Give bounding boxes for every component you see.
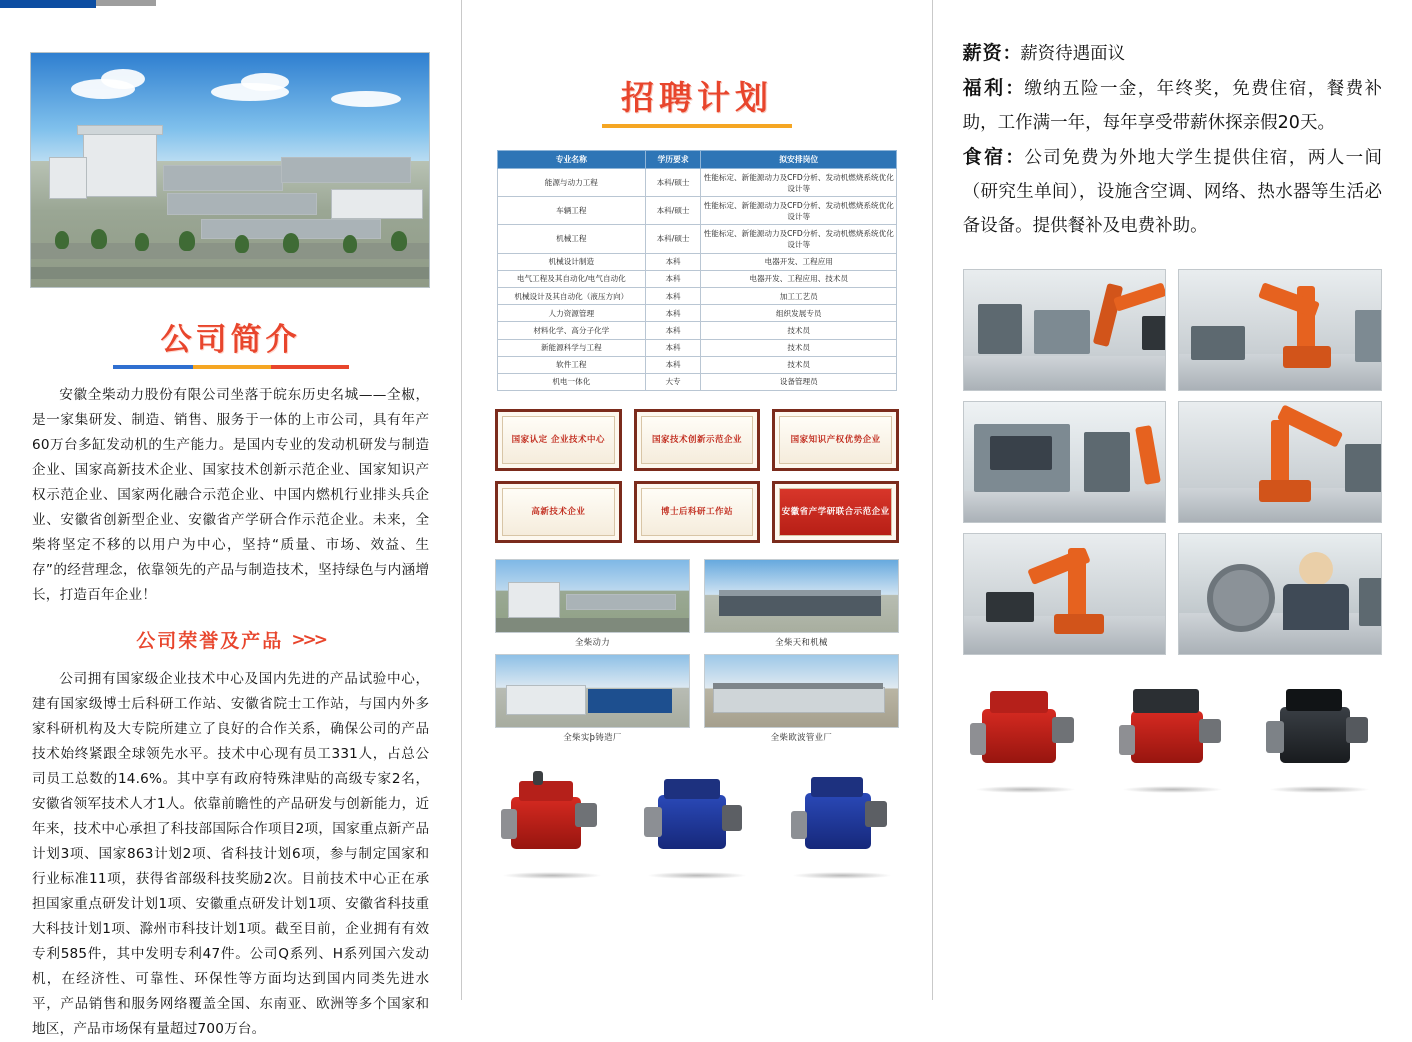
accommodation-section <box>963 140 1382 243</box>
certificate-title: 高新技术企业 <box>531 506 586 517</box>
cell-major: 车辆工程 <box>498 197 646 225</box>
cell-position: 组织发展专员 <box>701 305 897 322</box>
plant-building <box>713 687 885 713</box>
cell-position: 电器开发、工程应用 <box>701 253 897 270</box>
tree <box>91 229 107 249</box>
engine-shadow <box>502 872 603 879</box>
honor-heading <box>0 626 461 653</box>
cloud <box>241 73 289 91</box>
certificate-plaque <box>634 481 761 543</box>
facility-photo-pipe-plant <box>704 654 899 728</box>
road <box>31 243 430 259</box>
engine-photo-dark <box>1256 677 1382 795</box>
facility-item <box>704 559 899 648</box>
cell-major: 能源与动力工程 <box>498 169 646 197</box>
engine-shadow <box>975 786 1076 793</box>
cell-position: 电器开发、工程应用、技术员 <box>701 270 897 287</box>
worker-body <box>1283 584 1349 630</box>
tree <box>179 231 195 251</box>
cell-position: 技术员 <box>701 339 897 356</box>
main-building <box>83 131 157 197</box>
certificate-title: 国家技术创新示范企业 <box>651 434 742 445</box>
facility-caption: 全柴天和机械 <box>775 637 828 648</box>
plant-roof <box>719 590 881 596</box>
tree <box>391 231 407 251</box>
cell-degree: 本科 <box>645 339 701 356</box>
certificate-plaque <box>495 481 622 543</box>
salary-label: 薪资 <box>962 42 1003 64</box>
cell-degree: 本科 <box>645 305 701 322</box>
workshop-photo-cnc <box>963 401 1167 523</box>
robot-arm <box>1271 420 1289 486</box>
cell-major: 材料化学、高分子化学 <box>498 322 646 339</box>
cell-major: 新能源科学与工程 <box>498 339 646 356</box>
cell-position: 加工工艺员 <box>701 287 897 304</box>
company-honor-text: 公司拥有国家级企业技术中心及国内先进的产品试验中心，建有国家级博士后科研工作站、安徽省院士工作站，与国内外多家科研机构及大专院所建立了良好的合作关系，确保公司的产品技术始终紧跟全球领先水平。技术中心现有员工331人，占总公司员工总数的14.6%。其中享有政府特殊津贴的高级专家2名，安徽省领军技术人才1人。依靠前瞻性的产品研发与创新能力，近年来，技术中心承担了科技部国际合作项目2项，国家重点新产品计划3项、国家863计划2项、省科技计划6项，参与制定国家和行业标准11项，获得省部级科技奖励2次。目前技术中心正在承担国家重点研发计划1项、安徽重点研发计划1项、安徽省科技重大科技计划1项、滁州市科技计划1项。截至目前，企业拥有有效专利585件，其中发明专利47件。公司Q系列、H系列国六发动机，在经济性、可靠性、环保性等方面均达到国内同类先进水平，产品销售和服务网络覆盖全国、东南亚、欧洲等多个国家和地区，产品市场保有量超过700万台。 <box>32 671 430 1037</box>
cell-major: 机电一体化 <box>498 373 646 390</box>
engine-accessory <box>1199 719 1221 743</box>
colon: ： <box>1002 44 1021 64</box>
cell-major: 机械设计及其自动化（液压方向） <box>498 287 646 304</box>
workshop-photo-welding-line <box>963 269 1167 391</box>
workpiece <box>986 592 1034 622</box>
workshop <box>163 165 283 191</box>
flywheel <box>1207 564 1275 632</box>
cell-major: 软件工程 <box>498 356 646 373</box>
engine-photo-red-1 <box>962 677 1088 795</box>
table-header-row <box>498 151 897 169</box>
machine <box>1355 310 1382 362</box>
company-intro-text: 安徽全柴动力股份有限公司坐落于皖东历史名城——全椒，是一家集研发、制造、销售、服务于一体的上市公司，具有年产60万台多缸发动机的生产能力。是国内专业的发动机研发与制造企业、国家高新技术企业、国家技术创新示范企业、国家知识产权示范企业、国家两化融合示范企业、中国内燃机行业排头兵企业、安徽省创新型企业、安徽省产学研合作示范企业。未来，全柴将坚定不移的以用户为中心，坚持“质量、市场、效益、生存”的经营理念，依靠领先的产品与制造技术，坚持绿色与内涵增长，打造百年企业！ <box>32 387 430 603</box>
th-position: 拟安排岗位 <box>701 151 897 169</box>
facility-caption: 全柴欧波管业厂 <box>770 732 833 743</box>
table-row <box>498 197 897 225</box>
salary-text: 薪资待遇面议 <box>1020 44 1126 64</box>
engine-block <box>1280 707 1350 763</box>
building <box>508 582 560 618</box>
cell-major: 机械设计制造 <box>498 253 646 270</box>
engine-accessory <box>722 805 742 831</box>
building <box>49 157 87 199</box>
cell-position: 技术员 <box>701 322 897 339</box>
engine-block <box>1131 711 1203 763</box>
workshop-photo-grid <box>963 269 1382 655</box>
workshop <box>281 157 411 183</box>
certificate-title: 博士后科研工作站 <box>660 506 733 517</box>
workshop <box>566 594 676 610</box>
title-underline <box>113 365 349 369</box>
fold-tab-grey <box>96 0 156 6</box>
certificate-plaque <box>634 409 761 471</box>
cell-degree: 本科/硕士 <box>645 197 701 225</box>
engine-head <box>664 779 720 799</box>
machine <box>978 304 1022 354</box>
cnc-window <box>990 436 1052 470</box>
table-row <box>498 253 897 270</box>
engine-head <box>811 777 863 797</box>
engine-shadow <box>647 872 748 879</box>
cell-position: 性能标定、新能源动力及CFD分析、发动机燃烧系统优化设计等 <box>701 225 897 253</box>
road <box>31 267 430 279</box>
th-major: 专业名称 <box>498 151 646 169</box>
cell-degree: 本科/硕士 <box>645 169 701 197</box>
plan-title-underline <box>602 124 792 128</box>
cell-degree: 本科 <box>645 270 701 287</box>
certificate-plaque <box>495 409 622 471</box>
facility-grid <box>495 559 899 743</box>
accommodation-text: 公司免费为外地大学生提供住宿，两人一间（研究生单间），设施含空调、网络、热水器等生活必备设备。提供餐补及电费补助。 <box>962 148 1382 236</box>
road <box>496 618 689 632</box>
accommodation-label: 食宿 <box>962 146 1006 168</box>
cloud <box>101 69 145 89</box>
floor <box>964 356 1166 390</box>
table-row <box>498 322 897 339</box>
cell-degree: 本科/硕士 <box>645 225 701 253</box>
certificate-title: 国家认定 企业技术中心 <box>511 434 606 445</box>
facility-item <box>495 559 690 648</box>
workshop <box>167 193 317 215</box>
engine-photo-red <box>489 763 615 881</box>
facility-photo-office <box>495 559 690 633</box>
engine-photo-blue <box>634 763 760 881</box>
engine-shadow <box>792 872 893 879</box>
robot-base <box>1259 480 1311 502</box>
engine-photo-row-right <box>962 677 1382 795</box>
fixture <box>1142 316 1167 350</box>
engine-side-part <box>644 807 662 837</box>
machine <box>1191 326 1245 360</box>
robot-base <box>1054 614 1104 634</box>
tree <box>343 235 357 253</box>
recruitment-plan-title: 招聘计划 <box>621 78 773 117</box>
tree <box>283 233 299 253</box>
table-row <box>498 373 897 390</box>
engine-photo-blue-2 <box>779 763 905 881</box>
certificate-grid <box>495 409 899 543</box>
robot-base <box>1283 346 1331 368</box>
recruitment-table <box>497 150 897 391</box>
engine-accessory <box>865 801 887 827</box>
facility-photo-plant-blue <box>704 559 899 633</box>
engine-accessory <box>575 803 597 827</box>
certificate-title: 国家知识产权优势企业 <box>790 434 881 445</box>
engine-side-part <box>1266 721 1284 753</box>
plant-building-blue <box>588 689 672 713</box>
facility-item <box>704 654 899 743</box>
engine-side-part <box>970 723 986 755</box>
facility-caption: 全柴实þ铸造厂 <box>563 732 622 743</box>
tree <box>55 231 69 249</box>
right-column <box>933 0 1412 1000</box>
chevron-right-icon: >>> <box>291 629 326 650</box>
cell-degree: 本科 <box>645 356 701 373</box>
colon: ： <box>1005 79 1025 99</box>
cell-degree: 本科 <box>645 253 701 270</box>
engine-photo-row <box>489 763 905 881</box>
welfare-label: 福利 <box>962 77 1006 99</box>
fold-tab-blue <box>0 0 96 8</box>
cell-degree: 本科 <box>645 322 701 339</box>
engine-photo-red-2 <box>1109 677 1235 795</box>
page-title: 公司简介 <box>160 322 301 358</box>
engine-cover <box>1133 689 1199 713</box>
machine <box>1084 432 1130 492</box>
engine-accessory <box>1052 717 1074 743</box>
certificate-plaque <box>772 409 899 471</box>
engine-side-part <box>501 809 517 839</box>
engine-block <box>805 793 871 849</box>
table-row <box>498 339 897 356</box>
engine-head <box>1286 689 1342 711</box>
floor <box>1179 613 1381 654</box>
engine-head <box>519 781 573 801</box>
cell-major: 电气工程及其自动化/电气自动化 <box>498 270 646 287</box>
workshop-photo-robot-pick <box>963 533 1167 655</box>
main-building-roof <box>77 125 163 135</box>
engine-pipe <box>533 771 543 785</box>
cloud <box>331 91 401 107</box>
cell-position: 性能标定、新能源动力及CFD分析、发动机燃烧系统优化设计等 <box>701 197 897 225</box>
table-row <box>498 270 897 287</box>
engine-block <box>658 795 726 849</box>
machine <box>1359 578 1382 626</box>
welfare-text: 缴纳五险一金，年终奖，免费住宿，餐费补助，工作满一年，每年享受带薪休探亲假20天。 <box>962 79 1382 133</box>
cell-position: 设备管理员 <box>701 373 897 390</box>
middle-column <box>462 0 931 1000</box>
engine-shadow <box>1269 786 1370 793</box>
certificate-title: 安徽省产学研联合示范企业 <box>781 506 890 517</box>
tree <box>135 233 149 251</box>
table-row <box>498 287 897 304</box>
cell-major: 机械工程 <box>498 225 646 253</box>
cell-degree: 大专 <box>645 373 701 390</box>
facility-caption: 全柴动力 <box>574 637 611 648</box>
salary-section <box>963 36 1382 71</box>
workshop-photo-robot-assembly <box>1178 401 1382 523</box>
honor-title: 公司荣誉及产品 <box>136 630 284 652</box>
plant-building <box>506 685 586 715</box>
table-row <box>498 225 897 253</box>
company-campus-photo <box>30 52 430 288</box>
machine <box>1345 444 1382 492</box>
workshop-photo-worker-assembly <box>1178 533 1382 655</box>
workshop <box>331 189 423 219</box>
plant-roof <box>713 683 883 689</box>
workshop-photo-robot-station <box>1178 269 1382 391</box>
colon: ： <box>1005 148 1025 168</box>
table-row <box>498 169 897 197</box>
cell-major: 人力资源管理 <box>498 305 646 322</box>
facility-photo-foundry <box>495 654 690 728</box>
engine-shadow <box>1122 786 1223 793</box>
certificate-plaque <box>772 481 899 543</box>
engine-accessory <box>1346 717 1368 743</box>
cell-position: 技术员 <box>701 356 897 373</box>
th-degree: 学历要求 <box>645 151 701 169</box>
cell-position: 性能标定、新能源动力及CFD分析、发动机燃烧系统优化设计等 <box>701 169 897 197</box>
cell-degree: 本科 <box>645 287 701 304</box>
plant-building <box>719 594 881 616</box>
welfare-section <box>963 71 1382 140</box>
table-row <box>498 305 897 322</box>
engine-side-part <box>791 811 807 839</box>
floor <box>964 491 1166 522</box>
tree <box>235 235 249 253</box>
engine-block <box>982 709 1056 763</box>
engine-head <box>990 691 1048 713</box>
machine <box>1034 310 1090 354</box>
engine-block <box>511 797 581 849</box>
left-column <box>0 0 461 1037</box>
facility-item <box>495 654 690 743</box>
table-row <box>498 356 897 373</box>
engine-side-part <box>1119 725 1135 755</box>
